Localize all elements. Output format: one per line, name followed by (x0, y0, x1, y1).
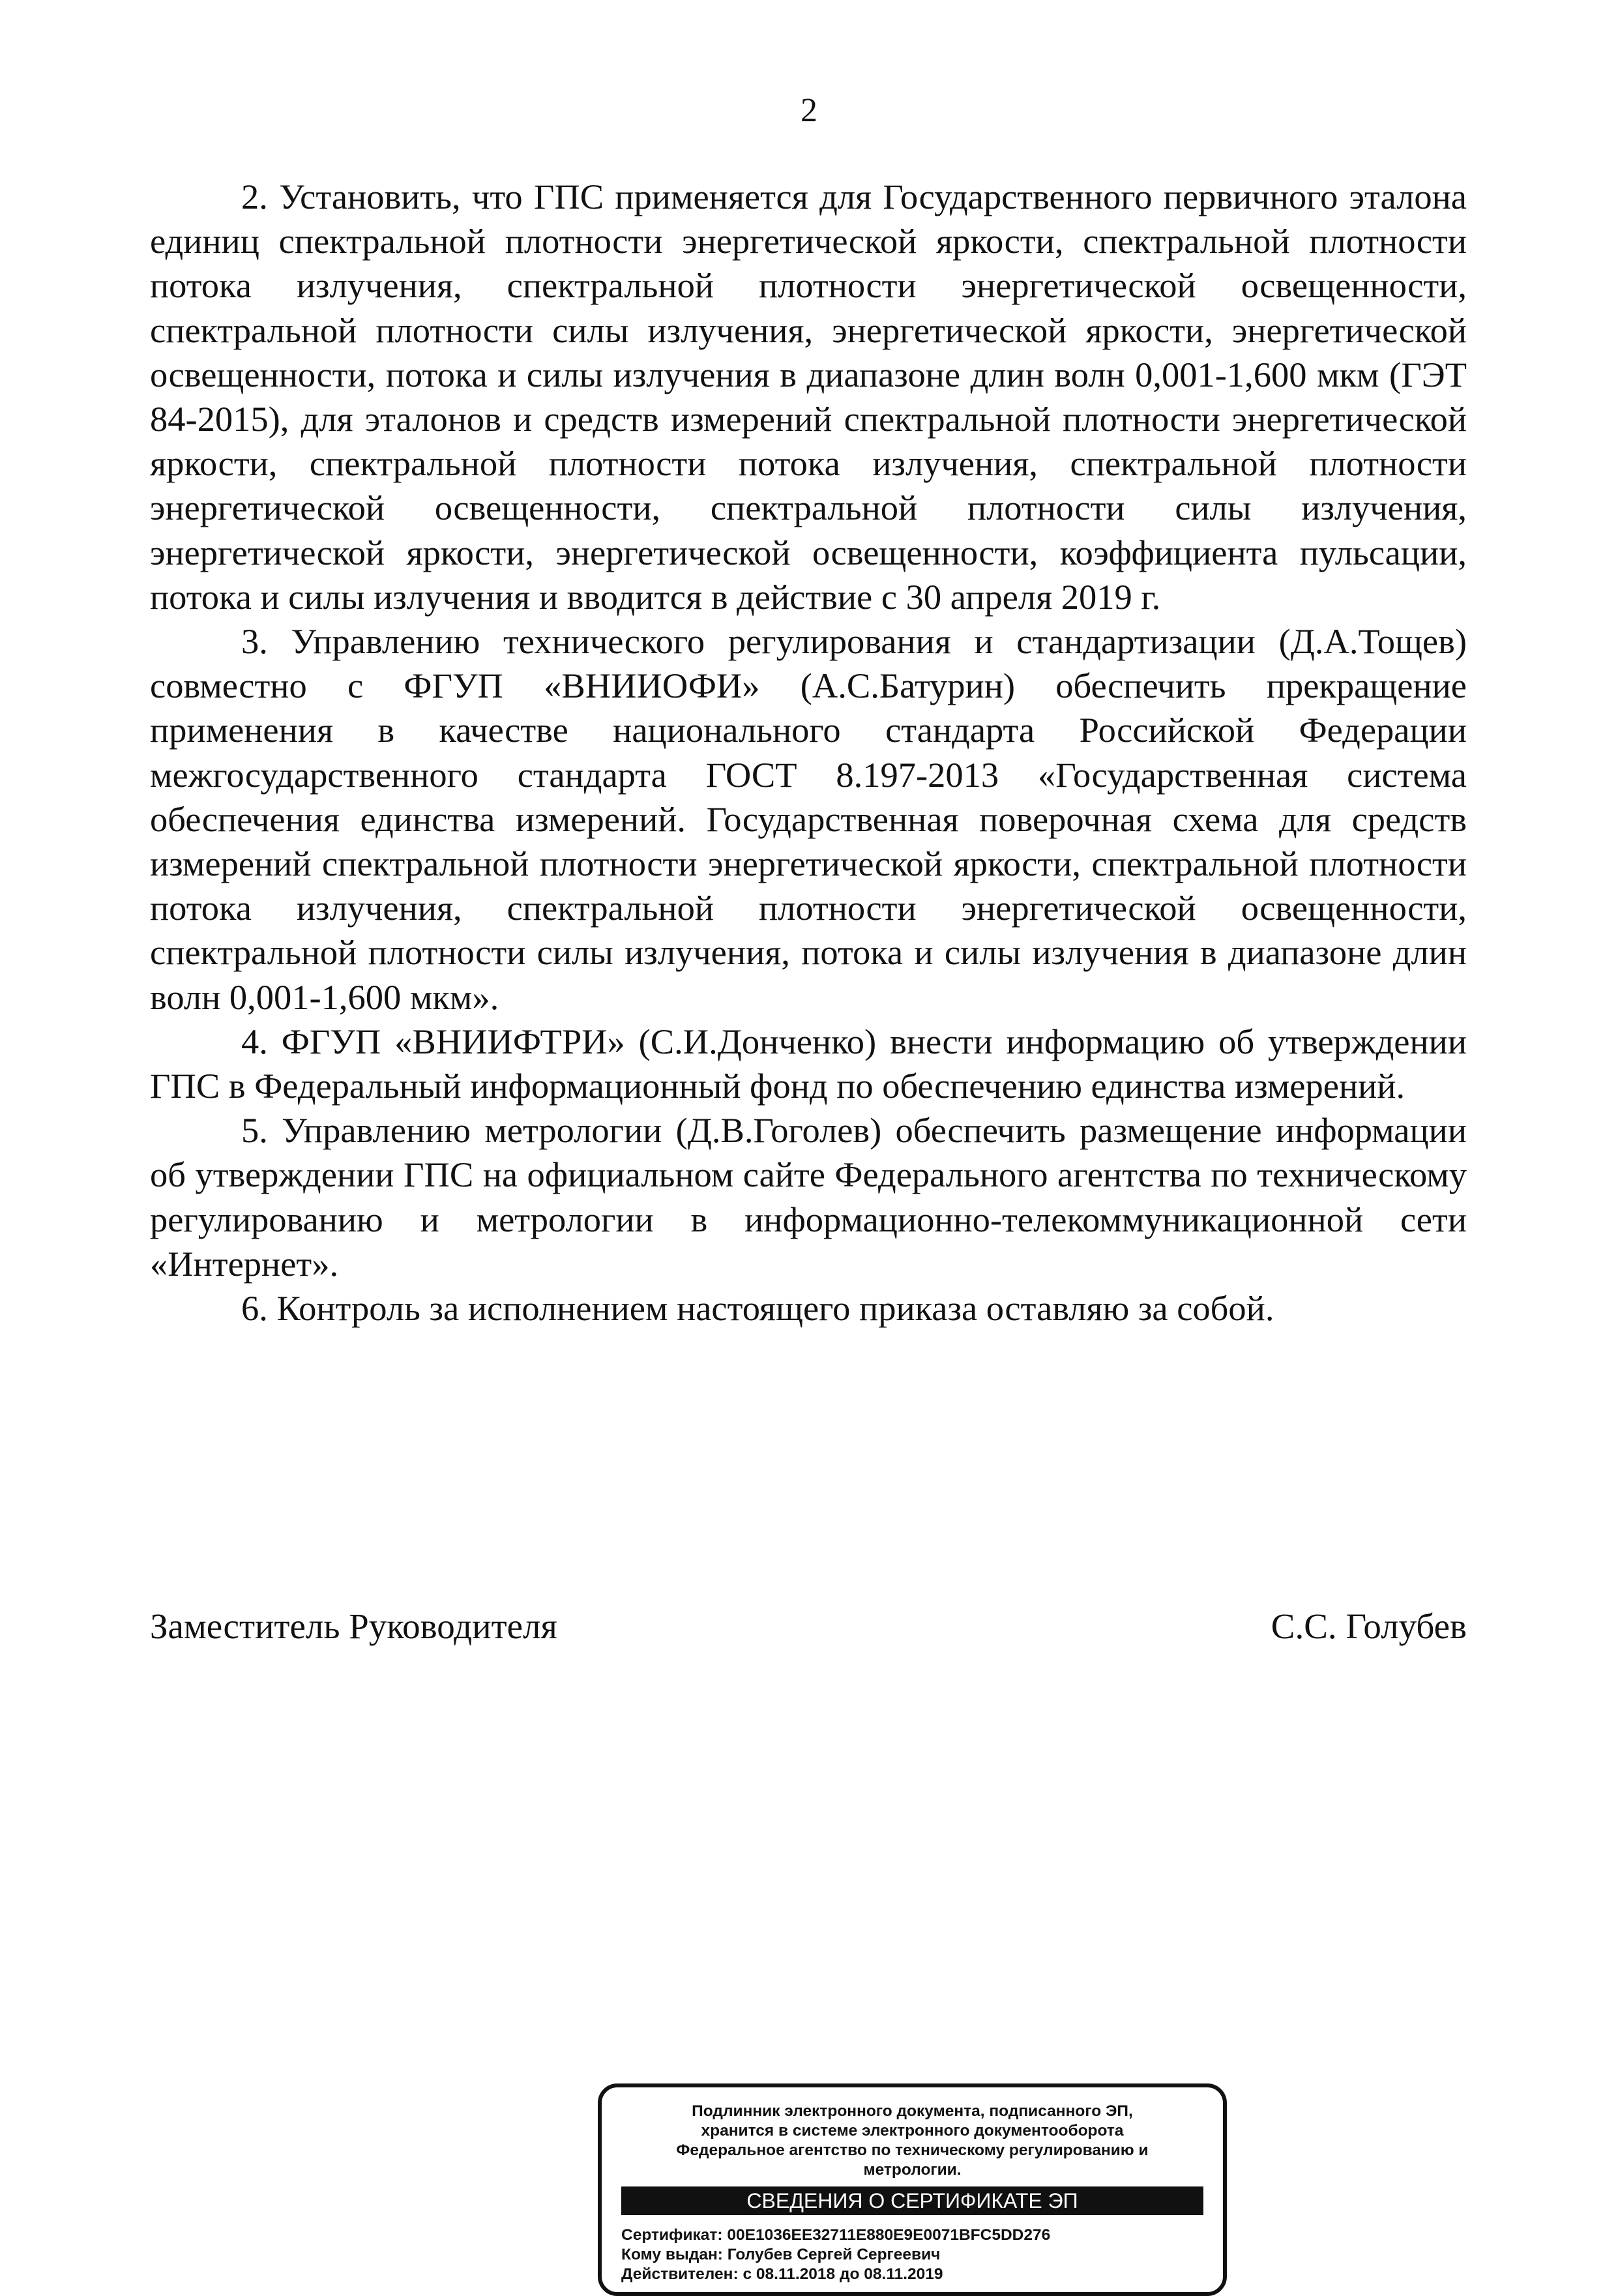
validity-line (621, 2265, 1203, 2284)
validity-value: с 08.11.2018 до 08.11.2019 (743, 2265, 943, 2283)
paragraph-item-4: 4. ФГУП «ВНИИФТРИ» (С.И.Донченко) внести информацию об утверждении ГПС в Федеральный информационный фонд по обеспечению единства измерений. (150, 1021, 1467, 1106)
paragraph-item-5: 5. Управлению метрологии (Д.В.Гоголев) обеспечить размещение информации об утверждении ГПС на официальном сайте Федерального агентства по техническому регулированию и метрологии в информационно-телекоммуникационной сети «Интернет». (150, 1110, 1467, 1284)
stamp-certificate-header: СВЕДЕНИЯ О СЕРТИФИКАТЕ ЭП (621, 2186, 1203, 2215)
signatory-name: С.С. Голубев (1271, 1606, 1467, 1646)
stamp-notice-line: Подлинник электронного документа, подписанного ЭП, (692, 2102, 1133, 2120)
paragraph-item-6: 6. Контроль за исполнением настоящего приказа оставляю за собой. (241, 1288, 1274, 1329)
stamp-certificate-details (621, 2226, 1203, 2284)
certificate-number-line (621, 2226, 1203, 2245)
issued-to-value: Голубев Сергей Сергеевич (727, 2246, 941, 2263)
electronic-signature-stamp (598, 2083, 1227, 2296)
page-number: 2 (801, 92, 817, 129)
certificate-label: Сертификат: (621, 2226, 723, 2244)
stamp-notice-line: Федеральное агентство по техническому регулированию и (676, 2141, 1149, 2159)
certificate-value: 00E1036EE32711E880E9E0071BFC5DD276 (727, 2226, 1051, 2244)
issued-to-label: Кому выдан: (621, 2246, 723, 2263)
validity-label: Действителен: (621, 2265, 739, 2283)
order-body (150, 175, 1467, 1331)
stamp-notice-line: метрологии. (863, 2161, 962, 2179)
signature-block (150, 1605, 1467, 1648)
issued-to-line (621, 2245, 1203, 2265)
stamp-notice-line: хранится в системе электронного документооборота (701, 2122, 1124, 2140)
signatory-position: Заместитель Руководителя (150, 1606, 557, 1646)
paragraph-item-3: 3. Управлению технического регулирования и стандартизации (Д.А.Тощев) совместно с ФГУП «ВНИИОФИ» (А.С.Батурин) обеспечить прекращение применения в качестве национального стандарта Российской Федерации межгосударственного стандарта ГОСТ 8.197-2013 «Государственная система обеспечения единства измерений. Государственная поверочная схема для средств измерений спектральной плотности энергетической яркости, спектральной плотности потока излучения, спектральной плотности энергетической освещенности, спектральной плотности силы излучения, потока и силы излучения в диапазоне длин волн 0,001-1,600 мкм». (150, 621, 1467, 1017)
paragraph-item-2: 2. Установить, что ГПС применяется для Государственного первичного эталона единиц спектральной плотности энергетической яркости, спектральной плотности потока излучения, спектральной плотности энергетической освещенности, спектральной плотности силы излучения, энергетической яркости, энергетической освещенности, потока и силы излучения в диапазоне длин волн 0,001-1,600 мкм (ГЭТ 84-2015), для эталонов и средств измерений спектральной плотности энергетической яркости, спектральной плотности потока излучения, спектральной плотности энергетической освещенности, спектральной плотности силы излучения, энергетической яркости, энергетической освещенности, коэффициента пульсации, потока и силы излучения и вводится в действие с 30 апреля 2019 г. (150, 177, 1467, 617)
stamp-original-notice (621, 2102, 1203, 2180)
